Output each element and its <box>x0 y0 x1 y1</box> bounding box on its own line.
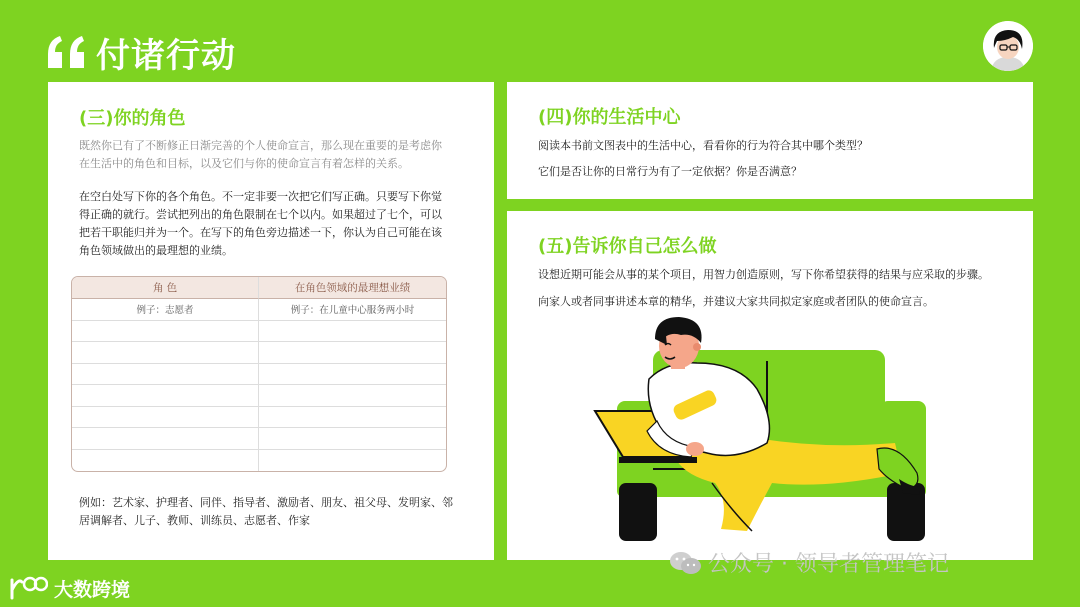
roles-section-title: (三)你的角色 <box>79 108 186 129</box>
table-cell-empty[interactable] <box>72 385 259 407</box>
roles-intro-text: 既然你已有了不断修正日渐完善的个人使命宣言，那么现在重要的是考虑你在生活中的角色和目标，以及它们与你的使命宣言有着怎样的关系。 <box>79 139 442 170</box>
table-cell-empty[interactable] <box>72 321 259 343</box>
table-cell-empty[interactable] <box>72 364 259 386</box>
self-tell-text-1: 设想近期可能会从事的某个项目，用智力创造原则，写下你希望获得的结果与应采取的步骤。 <box>538 268 989 281</box>
life-center-text-1: 阅读本书前文图表中的生活中心，看看你的行为符合其中哪个类型？ <box>538 139 868 152</box>
table-cell-empty[interactable] <box>259 342 446 364</box>
table-cell-example-performance: 例子：在儿童中心服务两小时 <box>259 299 446 321</box>
title-bar <box>44 28 236 76</box>
table-cell-empty[interactable] <box>72 428 259 450</box>
life-center-text-2: 它们是否让你的日常行为有了一定依据？你是否满意？ <box>538 165 802 178</box>
brand-logo-icon <box>8 574 48 602</box>
roles-table <box>71 276 447 472</box>
roles-panel <box>48 82 494 560</box>
avatar-icon <box>983 21 1033 71</box>
table-cell-empty[interactable] <box>259 364 446 386</box>
table-cell-empty[interactable] <box>259 407 446 429</box>
table-cell-empty[interactable] <box>259 450 446 472</box>
page-title: 付诸行动 <box>96 35 236 76</box>
self-tell-text-2: 向家人或者同事讲述本章的精华，并建议大家共同拟定家庭或者团队的使命宣言。 <box>538 295 934 308</box>
life-center-section-title: (四)你的生活中心 <box>538 107 681 128</box>
wechat-watermark <box>668 547 949 578</box>
brand <box>8 574 130 602</box>
table-cell-empty[interactable] <box>259 385 446 407</box>
table-cell-empty[interactable] <box>259 321 446 343</box>
roles-examples-text: 例如：艺术家、护理者、同伴、指导者、激励者、朋友、祖父母、发明家、邻居调解者、儿子、教师、训练员、志愿者、作家 <box>79 496 453 527</box>
table-cell-empty[interactable] <box>72 342 259 364</box>
quote-icon <box>44 32 90 72</box>
wechat-icon <box>668 550 702 576</box>
table-cell-example-role: 例子：志愿者 <box>72 299 259 321</box>
man-on-sofa-illustration <box>507 211 1033 560</box>
table-cell-empty[interactable] <box>259 428 446 450</box>
self-tell-section-title: (五)告诉你自己怎么做 <box>538 236 717 257</box>
table-cell-empty[interactable] <box>72 407 259 429</box>
life-center-panel <box>507 82 1033 199</box>
roles-instruction-text: 在空白处写下你的各个角色。不一定非要一次把它们写正确。只要写下你觉得正确的就行。尝试把列出的角色限制在七个以内。如果超过了七个，可以把若干职能归并为一个。在写下的角色旁边描述一下，你认为自己可能在该角色领域做出的最理想的业绩。 <box>79 190 442 257</box>
table-cell-empty[interactable] <box>72 450 259 472</box>
table-header-performance: 在角色领域的最理想业绩 <box>259 277 446 299</box>
watermark-text: 公众号 · 领导者管理笔记 <box>708 552 949 577</box>
brand-text: 大数跨境 <box>54 578 131 601</box>
table-header-role: 角 色 <box>72 277 259 299</box>
self-tell-panel <box>507 211 1033 560</box>
